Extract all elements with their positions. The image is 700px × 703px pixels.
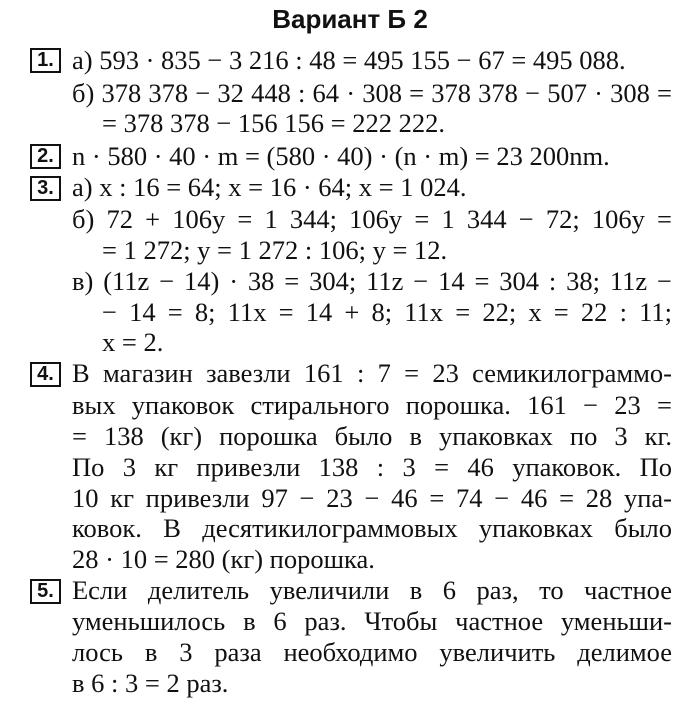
task-3-line-4: в) (11z − 14) · 38 = 304; 11z − 14 = 304 : 38; 11z − bbox=[72, 266, 672, 296]
task-4-line-3: = 138 (кг) порошка было в упаковках по 3 кг. bbox=[72, 421, 672, 451]
task-number-1: 1. bbox=[30, 48, 61, 73]
task-2-line-1: n · 580 · 40 · m = (580 · 40) · (n · m) = 23 200nm. bbox=[72, 141, 610, 171]
task-3-line-6: x = 2. bbox=[102, 327, 164, 357]
task-1-line-2: б) 378 378 − 32 448 : 64 · 308 = 378 378 − 507 · 308 = bbox=[72, 78, 672, 108]
task-number-2: 2. bbox=[30, 144, 61, 169]
task-3-line-1: а) x : 16 = 64; x = 16 · 64; x = 1 024. bbox=[72, 172, 467, 202]
task-4-line-5: 10 кг привезли 97 − 23 − 46 = 74 − 46 = 28 упа- bbox=[72, 483, 672, 513]
task-4-line-4: По 3 кг привезли 138 : 3 = 46 упаковок. По bbox=[72, 452, 672, 482]
task-3-line-2: б) 72 + 106y = 1 344; 106y = 1 344 − 72; 106y = bbox=[72, 204, 672, 234]
task-number-4: 4. bbox=[30, 362, 61, 387]
task-4-line-6: ковок. В десятикилограммовых упаковках было bbox=[72, 513, 672, 543]
task-3-line-5: − 14 = 8; 11x = 14 + 8; 11x = 22; x = 22 : 11; bbox=[102, 297, 672, 327]
task-5-line-3: лось в 3 раза необходимо увеличить делимое bbox=[72, 637, 672, 667]
task-number-3: 3. bbox=[30, 176, 61, 201]
task-5-line-4: в 6 : 3 = 2 раз. bbox=[72, 668, 229, 698]
task-1-line-3: = 378 378 − 156 156 = 222 222. bbox=[102, 108, 445, 138]
task-5-line-1: Если делитель увеличили в 6 раз, то частное bbox=[72, 575, 672, 605]
task-5-line-2: уменьшилось в 6 раз. Чтобы частное уменьши- bbox=[72, 606, 672, 636]
task-number-5: 5. bbox=[30, 579, 61, 604]
task-3-line-3: = 1 272; y = 1 272 : 106; y = 12. bbox=[102, 235, 448, 265]
task-1-line-1: а) 593 · 835 − 3 216 : 48 = 495 155 − 67 = 495 088. bbox=[72, 45, 626, 75]
task-4-line-1: В магазин завезли 161 : 7 = 23 семикилограммо- bbox=[72, 358, 672, 388]
page-title: Вариант Б 2 bbox=[272, 4, 428, 34]
task-4-line-7: 28 · 10 = 280 (кг) порошка. bbox=[72, 544, 375, 574]
task-4-line-2: вых упаковок стирального порошка. 161 − 23 = bbox=[72, 390, 672, 420]
